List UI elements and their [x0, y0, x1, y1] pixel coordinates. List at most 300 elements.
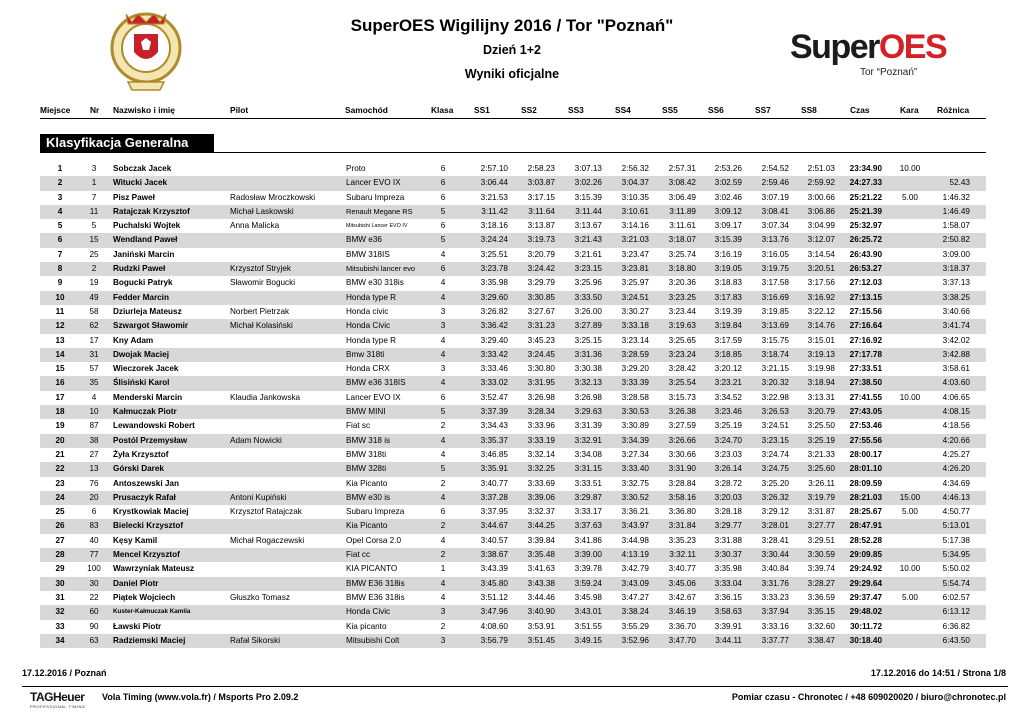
cell-ss1: 3:52.47: [480, 392, 508, 402]
cell-car: Opel Corsa 2.0: [346, 535, 402, 545]
cell-ss8: 3:26.11: [808, 478, 835, 488]
cell-car: BMW e36 318IS: [346, 378, 406, 388]
cell-ss3: 3:49.15: [574, 635, 602, 645]
cell-ss5: 3:32.11: [669, 550, 696, 560]
cell-ss1: 3:38.67: [480, 550, 508, 560]
cell-total-time: 29:24.92: [849, 564, 882, 574]
col-klasa: Klasa: [431, 105, 454, 115]
cell-difference: 5:50.02: [942, 564, 970, 574]
cell-number: 27: [89, 449, 99, 459]
section-divider: [40, 152, 986, 153]
cell-class: 4: [440, 378, 446, 388]
cell-class: 4: [440, 535, 446, 545]
cell-ss8: 3:19.13: [807, 349, 835, 359]
cell-ss4: 3:43.09: [621, 578, 649, 588]
cell-class: 4: [440, 592, 446, 602]
cell-ss1: 3:35.98: [480, 278, 508, 288]
logo-oes-text: OES: [878, 28, 947, 66]
cell-ss7: 3:33.16: [761, 621, 789, 631]
col-nazwisko: Nazwisko i imię: [113, 105, 175, 115]
cell-ss1: 3:51.12: [480, 592, 508, 602]
cell-class: 4: [440, 349, 446, 359]
cell-car: Honda Civic: [346, 607, 391, 617]
cell-ss1: 3:56.79: [480, 635, 508, 645]
cell-difference: 3:58.61: [942, 364, 970, 374]
cell-ss8: 3:04.99: [807, 221, 835, 231]
cell-driver-name: Szwargot Sławomir: [113, 321, 189, 331]
cell-number: 49: [89, 292, 99, 302]
cell-ss5: 2:57.31: [668, 164, 696, 173]
cell-ss5: 3:25.54: [668, 378, 696, 388]
cell-ss6: 3:28.18: [714, 507, 742, 517]
cell-ss5: 3:25.65: [668, 335, 696, 345]
cell-number: 4: [91, 392, 97, 402]
cell-class: 1: [440, 564, 446, 574]
cell-class: 6: [440, 192, 446, 202]
cell-driver-name: Pisz Paweł: [113, 192, 155, 202]
cell-class: 5: [440, 464, 446, 474]
cell-ss5: 3:26.66: [668, 435, 696, 445]
footer-printed: 17.12.2016 do 14:51 / Strona 1/8: [870, 668, 1006, 678]
cell-ss8: 3:21.33: [807, 449, 835, 459]
cell-difference: 3:42.02: [942, 335, 970, 345]
cell-ss3: 3:34.08: [574, 449, 602, 459]
cell-ss7: 3:33.23: [761, 592, 789, 602]
cell-ss5: 3:31.90: [668, 464, 696, 474]
cell-class: 6: [440, 221, 446, 231]
cell-ss4: 3:34.39: [621, 435, 649, 445]
cell-ss2: 3:39.06: [527, 492, 555, 502]
cell-driver-name: Witucki Jacek: [113, 178, 168, 188]
cell-ss7: 3:19.85: [761, 306, 789, 316]
col-pilot: Pilot: [230, 105, 249, 115]
cell-position: 24: [55, 492, 65, 502]
cell-class: 2: [440, 421, 446, 431]
cell-class: 3: [440, 364, 446, 374]
cell-ss4: 3:21.03: [621, 235, 649, 245]
cell-ss5: 3:19.63: [668, 321, 696, 331]
cell-ss8: 3:25.60: [807, 464, 835, 474]
cell-total-time: 25:21.39: [849, 206, 882, 216]
cell-ss4: 3:28.58: [621, 392, 649, 402]
cell-ss3: 3:27.89: [574, 321, 602, 331]
cell-total-time: 27:13.15: [849, 292, 882, 302]
cell-ss5: 3:31.84: [668, 521, 696, 531]
cell-ss3: 3:25.96: [574, 278, 602, 288]
cell-ss7: 3:22.98: [761, 392, 789, 402]
cell-ss1: 3:33.02: [480, 378, 508, 388]
cell-ss7: 3:25.20: [761, 478, 789, 488]
cell-driver-name: Janiński Marcin: [113, 249, 175, 259]
cell-driver-name: Bogucki Patryk: [113, 278, 173, 288]
col-roznica: Różnica: [937, 105, 970, 115]
cell-difference: 1:46.49: [942, 206, 970, 216]
cell-total-time: 29:29.64: [849, 578, 882, 588]
cell-ss6: 3:15.39: [714, 235, 742, 245]
cell-position: 19: [55, 421, 65, 431]
cell-class: 2: [440, 478, 446, 488]
cell-ss5: 3:42.67: [668, 592, 696, 602]
tagheuer-logo: [30, 690, 96, 712]
cell-ss1: 3:29.40: [480, 335, 508, 345]
cell-ss1: 3:40.77: [480, 478, 508, 488]
table-row: [40, 391, 986, 405]
cell-ss5: 3:47.70: [668, 635, 696, 645]
cell-class: 4: [440, 492, 446, 502]
cell-ss8: 3:22.12: [807, 306, 835, 316]
cell-ss2: 3:29.79: [527, 278, 555, 288]
cell-ss6: 3:35.98: [714, 564, 742, 574]
cell-ss1: 3:34.43: [480, 421, 508, 431]
cell-ss2: 3:17.15: [527, 192, 555, 202]
cell-ss6: 3:33.04: [714, 578, 742, 588]
cell-ss2: 3:20.79: [527, 249, 555, 259]
table-row: [40, 305, 986, 319]
cell-ss5: 3:40.77: [668, 564, 696, 574]
cell-ss7: 3:13.76: [761, 235, 789, 245]
cell-ss7: 3:28.01: [761, 521, 789, 531]
cell-number: 100: [87, 564, 101, 574]
cell-ss1: 3:36.42: [480, 321, 508, 331]
cell-pilot: Antoni Kupiński: [230, 492, 287, 502]
cell-ss3: 3:33.50: [574, 292, 602, 302]
cell-ss7: 3:40.84: [761, 564, 789, 574]
cell-difference: 6:13.12: [942, 607, 970, 617]
cell-ss5: 3:58.16: [668, 492, 696, 502]
cell-driver-name: Menderski Marcin: [113, 392, 183, 402]
cell-ss8: 3:16.92: [807, 292, 835, 302]
col-ss5: SS5: [662, 105, 678, 115]
cell-number: 58: [89, 306, 99, 316]
cell-driver-name: Ratajczak Krzysztof: [113, 206, 190, 216]
cell-total-time: 26:43.90: [849, 249, 882, 259]
cell-ss2: 3:24.45: [527, 349, 555, 359]
cell-class: 3: [440, 306, 446, 316]
table-row: [40, 620, 986, 634]
cell-ss8: 3:36.59: [807, 592, 835, 602]
cell-ss2: 2:58.23: [527, 164, 555, 173]
table-row: [40, 419, 986, 433]
cell-ss7: 3:17.58: [761, 278, 789, 288]
cell-ss3: 3:25.15: [574, 335, 602, 345]
cell-ss2: 3:30.85: [527, 292, 555, 302]
cell-driver-name: Postól Przemysław: [113, 435, 188, 445]
cell-ss8: 3:32.60: [807, 621, 835, 631]
cell-pilot: Sławomir Bogucki: [230, 278, 296, 288]
cell-total-time: 30:11.72: [850, 621, 882, 631]
cell-ss6: 3:30.37: [714, 550, 742, 560]
cell-ss1: 3:11.42: [481, 206, 508, 216]
cell-ss3: 3:29.87: [574, 492, 602, 502]
cell-ss6: 3:09.12: [714, 206, 742, 216]
cell-difference: 4:06.65: [942, 392, 970, 402]
cell-driver-name: Lewandowski Robert: [113, 421, 195, 431]
cell-ss7: 3:16.05: [761, 249, 789, 259]
cell-driver-name: Antoszewski Jan: [113, 478, 179, 488]
cell-position: 20: [55, 435, 65, 445]
cell-position: 7: [57, 249, 63, 259]
cell-ss6: 3:16.19: [714, 249, 742, 259]
cell-position: 17: [55, 392, 65, 402]
cell-driver-name: Radziemski Maciej: [113, 635, 186, 645]
cell-ss4: 3:04.37: [621, 178, 649, 188]
cell-ss7: 3:29.12: [761, 507, 789, 517]
cell-difference: 4:20.66: [942, 435, 970, 445]
cell-penalty: 5.00: [902, 192, 918, 202]
cell-car: BMW E36 318is: [346, 578, 405, 588]
cell-number: 77: [89, 550, 99, 560]
cell-ss5: 3:18.07: [668, 235, 696, 245]
col-kara: Kara: [900, 105, 919, 115]
cell-total-time: 25:32.97: [849, 221, 882, 231]
cell-car: Kia picanto: [346, 621, 387, 631]
cell-car: Mitsubishi lancer evo: [346, 264, 416, 274]
cell-car: Honda type R: [346, 292, 397, 302]
cell-pilot: Anna Malicka: [230, 221, 280, 231]
cell-difference: 5:17.38: [942, 535, 970, 545]
results-label: Wyniki oficjalne: [464, 67, 560, 81]
table-row: [40, 634, 986, 648]
cell-driver-name: Wawrzyniak Mateusz: [113, 564, 195, 574]
cell-driver-name: Krystkowiak Maciej: [113, 507, 189, 517]
cell-ss3: 3:41.86: [574, 535, 602, 545]
table-row: [40, 548, 986, 562]
cell-ss2: 3:33.69: [527, 478, 555, 488]
cell-ss7: 3:07.34: [761, 221, 789, 231]
cell-number: 62: [89, 321, 99, 331]
cell-ss7: 3:16.69: [761, 292, 789, 302]
cell-ss2: 3:40.90: [527, 607, 555, 617]
cell-difference: 3:40.66: [942, 306, 970, 316]
cell-ss2: 3:27.67: [527, 306, 555, 316]
superoes-logo: [790, 30, 970, 86]
table-row: [40, 276, 986, 290]
cell-ss6: 3:23.03: [714, 449, 742, 459]
footer-contact: Pomiar czasu - Chronotec / +48 609020020 / biuro@chronotec.pl: [731, 692, 1006, 702]
col-ss4: SS4: [615, 105, 631, 115]
cell-ss4: 3:30.53: [621, 407, 649, 417]
cell-ss5: 3:45.06: [668, 578, 696, 588]
cell-position: 5: [57, 221, 63, 231]
cell-ss4: 3:42.79: [621, 564, 649, 574]
cell-ss8: 3:14.76: [807, 321, 835, 331]
table-row: [40, 219, 986, 233]
cell-pilot: Krzysztof Ratajczak: [230, 507, 302, 517]
cell-ss4: 3:25.97: [621, 278, 649, 288]
cell-ss1: 3:24.24: [480, 235, 508, 245]
cell-difference: 3:38.25: [942, 292, 970, 302]
cell-number: 10: [89, 407, 99, 417]
cell-ss7: 3:24.75: [761, 464, 789, 474]
cell-ss7: 3:26.53: [761, 407, 789, 417]
table-row: [40, 233, 986, 247]
cell-car: Lancer EVO IX: [346, 178, 401, 188]
cell-ss1: 3:25.51: [480, 249, 508, 259]
cell-car: BMW e30 is: [346, 492, 391, 502]
cell-position: 6: [57, 235, 63, 245]
cell-ss4: 3:27.34: [621, 449, 649, 459]
cell-ss4: 3:55.29: [621, 621, 649, 631]
cell-pilot: Klaudia Jankowska: [230, 392, 301, 402]
cell-ss4: 4:13.19: [621, 550, 649, 560]
cell-ss5: 3:23.25: [668, 292, 696, 302]
cell-ss3: 3:13.67: [574, 221, 602, 231]
cell-number: 31: [89, 349, 99, 359]
cell-driver-name: Wendland Paweł: [113, 235, 178, 245]
cell-ss8: 3:19.98: [807, 364, 835, 374]
cell-ss6: 3:09.17: [714, 221, 742, 231]
cell-number: 15: [89, 235, 99, 245]
cell-position: 28: [55, 550, 65, 560]
cell-driver-name: Bielecki Krzysztof: [113, 521, 184, 531]
cell-class: 5: [440, 407, 446, 417]
cell-ss1: 3:45.80: [480, 578, 508, 588]
cell-ss3: 3:32.91: [574, 435, 602, 445]
cell-ss2: 3:45.23: [527, 335, 555, 345]
cell-ss2: 3:44.25: [527, 521, 555, 531]
cell-ss5: 3:11.61: [669, 221, 696, 231]
table-row: [40, 205, 986, 219]
cell-position: 13: [55, 335, 65, 345]
cell-class: 2: [440, 550, 446, 560]
cell-number: 25: [89, 249, 99, 259]
cell-pilot: Radosław Mroczkowski: [230, 192, 316, 202]
cell-ss7: 2:54.52: [761, 164, 789, 173]
cell-ss3: 3:43.01: [574, 607, 602, 617]
col-czas: Czas: [850, 105, 870, 115]
cell-ss2: 3:11.64: [528, 206, 555, 216]
cell-ss2: 3:31.23: [527, 321, 555, 331]
cell-number: 7: [91, 192, 97, 202]
cell-driver-name: Sobczak Jacek: [113, 164, 172, 173]
cell-total-time: 27:16.64: [849, 321, 882, 331]
cell-ss4: 3:24.51: [621, 292, 649, 302]
cell-ss7: 3:20.32: [761, 378, 789, 388]
cell-ss7: 3:15.75: [761, 335, 789, 345]
table-row: [40, 191, 986, 205]
cell-ss1: 3:35.91: [480, 464, 508, 474]
cell-ss4: 3:23.14: [621, 335, 649, 345]
cell-ss4: 3:30.52: [621, 492, 649, 502]
cell-ss2: 3:30.80: [527, 364, 555, 374]
cell-ss3: 3:21.43: [574, 235, 602, 245]
cell-ss5: 3:23.24: [668, 349, 696, 359]
page-title: SuperOES Wigilijny 2016 / Tor "Poznań": [350, 16, 674, 35]
cell-difference: 3:09.00: [942, 249, 970, 259]
cell-ss6: 3:20.12: [714, 364, 742, 374]
cell-difference: 5:54.74: [942, 578, 970, 588]
cell-ss4: 3:29.20: [621, 364, 649, 374]
table-row: [40, 362, 986, 376]
cell-total-time: 28:09.59: [849, 478, 882, 488]
cell-total-time: 23:34.90: [849, 164, 882, 173]
cell-ss3: 3:59.24: [574, 578, 602, 588]
cell-pilot: Michał Kolasiński: [230, 321, 293, 331]
cell-ss3: 3:29.63: [574, 407, 602, 417]
column-headers: [40, 103, 986, 119]
cell-position: 10: [55, 292, 65, 302]
footer-timing-software: Vola Timing (www.vola.fr) / Msports Pro 2.09.2: [102, 692, 299, 702]
cell-pilot: Michał Laskowski: [230, 206, 294, 216]
cell-ss5: 3:08.42: [668, 178, 696, 188]
cell-number: 17: [89, 335, 99, 345]
cell-ss6: 3:20.03: [714, 492, 742, 502]
table-row: [40, 534, 986, 548]
cell-ss6: 3:39.91: [714, 621, 742, 631]
cell-position: 12: [55, 321, 65, 331]
cell-ss3: 3:07.13: [574, 164, 602, 173]
cell-total-time: 28:52.28: [849, 535, 882, 545]
day-label: Dzień 1+2: [482, 43, 541, 57]
cell-difference: 2:50.82: [942, 235, 970, 245]
cell-ss1: 3:06.44: [480, 178, 508, 188]
cell-ss8: 2:51.03: [807, 164, 835, 173]
table-row: [40, 319, 986, 333]
cell-ss7: 3:13.69: [761, 321, 789, 331]
cell-ss1: 2:57.10: [480, 164, 508, 173]
cell-ss3: 3:02.26: [574, 178, 602, 188]
cell-ss2: 3:28.34: [527, 407, 555, 417]
cell-car: BMW e30 318is: [346, 278, 404, 288]
table-row: [40, 334, 986, 348]
cell-ss6: 3:24.70: [714, 435, 742, 445]
cell-ss8: 3:19.79: [807, 492, 835, 502]
cell-ss1: 3:44.67: [480, 521, 508, 531]
cell-position: 15: [55, 364, 65, 374]
cell-total-time: 29:37.47: [849, 592, 882, 602]
cell-ss7: 3:21.15: [761, 364, 789, 374]
cell-position: 25: [55, 507, 65, 517]
cell-car: Mitsubishi Lancer EVO IV: [346, 223, 408, 230]
cell-ss4: 3:10.35: [621, 192, 649, 202]
table-row: [40, 348, 986, 362]
cell-ss3: 3:31.15: [574, 464, 602, 474]
cell-difference: 6:43.50: [942, 635, 970, 645]
cell-ss6: 3:23.46: [714, 407, 742, 417]
cell-difference: 1:46.32: [942, 192, 970, 202]
cell-ss1: 3:21.53: [480, 192, 508, 202]
logo-subtitle: Tor “Poznań”: [860, 67, 918, 78]
cell-ss6: 3:25.19: [714, 421, 742, 431]
cell-difference: 4:50.77: [942, 507, 970, 517]
cell-ss3: 3:45.98: [574, 592, 602, 602]
cell-class: 6: [440, 178, 446, 188]
cell-ss8: 3:20.79: [807, 407, 835, 417]
cell-ss8: 3:00.66: [807, 192, 835, 202]
cell-car: Honda Civic: [346, 321, 391, 331]
cell-ss6: 3:29.77: [714, 521, 742, 531]
col-ss8: SS8: [801, 105, 817, 115]
table-row: [40, 505, 986, 519]
cell-ss7: 3:08.41: [761, 206, 789, 216]
cell-position: 9: [57, 278, 63, 288]
cell-ss5: 3:15.73: [668, 392, 696, 402]
club-crest-logo: [108, 8, 184, 94]
cell-penalty: 5.00: [902, 592, 918, 602]
cell-pilot: Rafał Sikorski: [230, 635, 281, 645]
cell-ss3: 3:31.36: [574, 349, 602, 359]
cell-ss2: 3:53.91: [527, 621, 555, 631]
cell-ss2: 3:35.48: [527, 550, 555, 560]
cell-car: Bmw 318ti: [346, 349, 385, 359]
cell-total-time: 27:43.05: [849, 407, 882, 417]
cell-ss4: 3:33.39: [621, 378, 649, 388]
cell-total-time: 30:18.40: [849, 635, 882, 645]
cell-class: 6: [440, 264, 446, 274]
cell-pilot: Krzysztof Stryjek: [230, 264, 291, 274]
cell-ss7: 3:24.74: [761, 449, 789, 459]
cell-number: 38: [89, 435, 99, 445]
